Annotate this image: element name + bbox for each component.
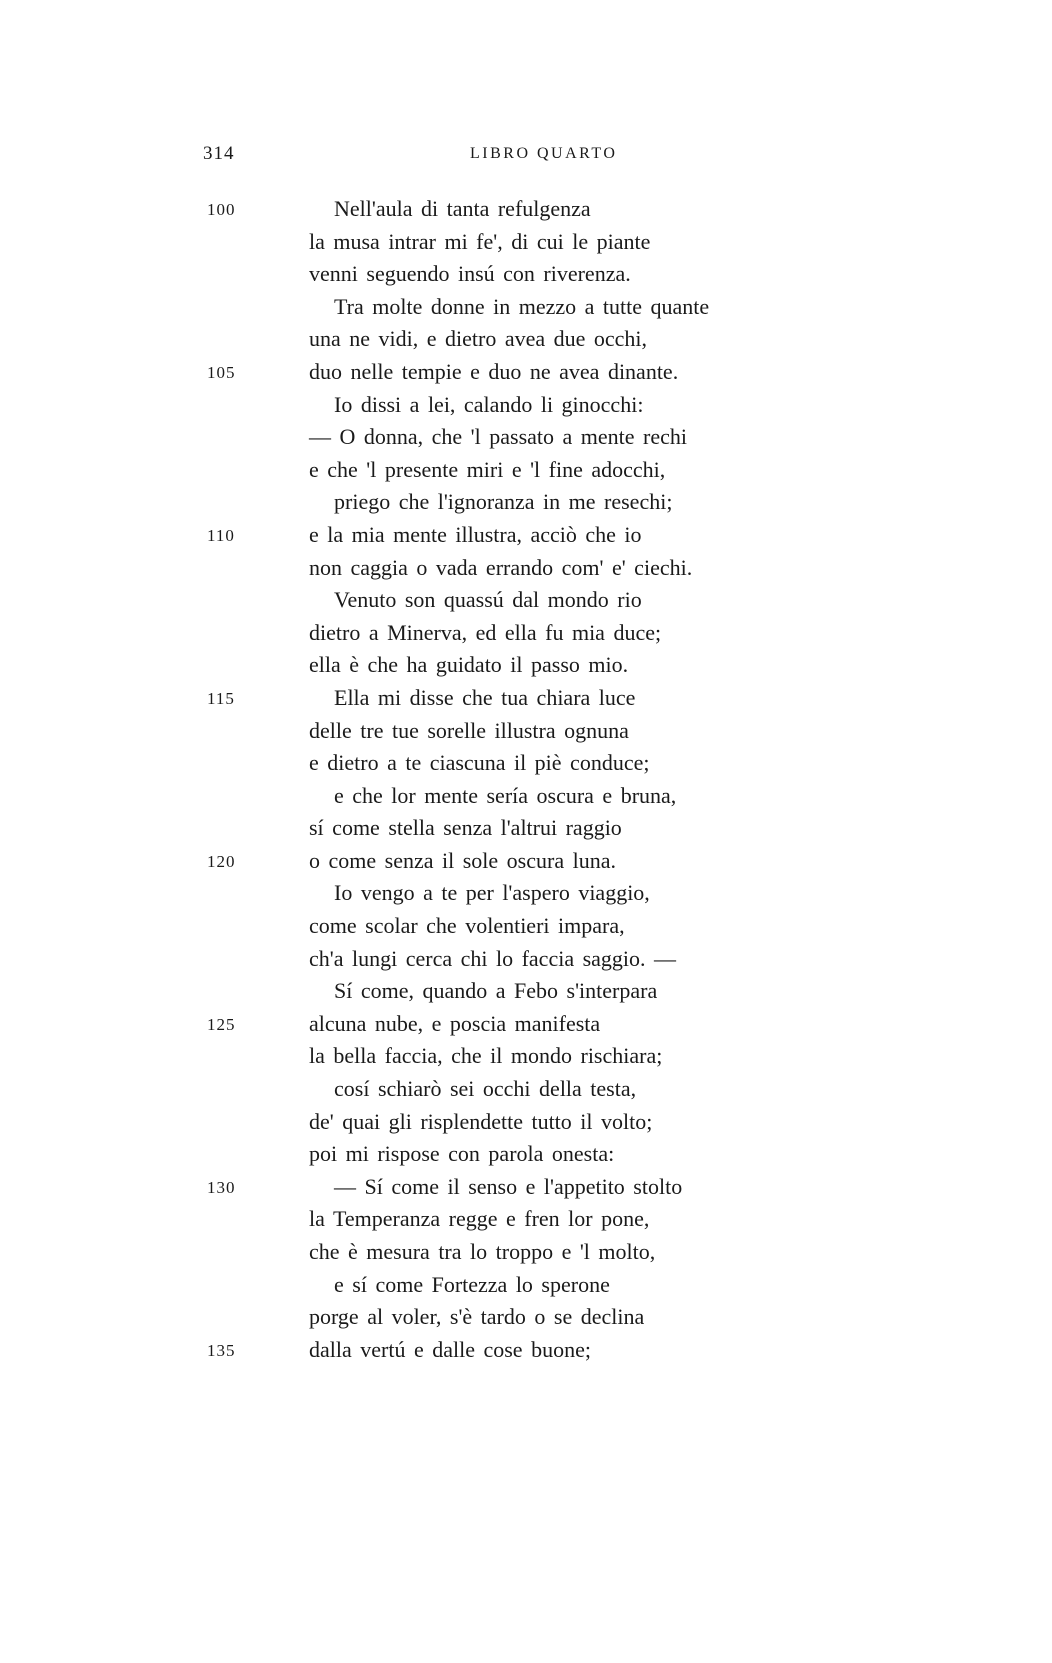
verse-line (0, 1171, 1052, 1204)
verse-text: e la mia mente illustra, acciò che io (309, 521, 642, 547)
verse-text: Tra molte donne in mezzo a tutte quante (334, 293, 710, 319)
verse-line (0, 193, 1052, 226)
verse-text: come scolar che volentieri impara, (309, 913, 625, 939)
verse-text: la Temperanza regge e fren lor pone, (309, 1206, 650, 1232)
line-number: 105 (207, 362, 236, 382)
verse-text: una ne vidi, e dietro avea due occhi, (309, 326, 648, 352)
verse-line (0, 1203, 1052, 1236)
line-number: 100 (207, 200, 236, 219)
verse-line (0, 552, 1052, 585)
verse-line (0, 454, 1052, 487)
verse-line (0, 1138, 1052, 1171)
verse-line (0, 747, 1052, 780)
verse-line (0, 910, 1052, 943)
verse-line (0, 715, 1052, 748)
verse-line (0, 291, 1052, 324)
verse-line (0, 1236, 1052, 1269)
line-number: 120 (207, 851, 236, 871)
verse-text: porge al voler, s'è tardo o se declina (309, 1304, 645, 1330)
verse-text: che è mesura tra lo troppo e 'l molto, (309, 1239, 656, 1264)
line-number: 130 (207, 1177, 236, 1197)
verse-text: la bella faccia, che il mondo rischiara; (309, 1043, 663, 1069)
verse-text: — O donna, che 'l passato a mente rechi (309, 424, 688, 450)
verse-line (0, 780, 1052, 813)
line-number: 115 (207, 688, 235, 708)
verse-text: delle tre tue sorelle illustra ognuna (309, 717, 629, 743)
verse-line (0, 877, 1052, 910)
verse-line (0, 389, 1052, 422)
verse-text: e sí come Fortezza lo sperone (334, 1271, 610, 1297)
line-number: 125 (207, 1014, 236, 1034)
verse-block (0, 193, 1052, 1366)
verse-text: e dietro a te ciascuna il piè conduce; (309, 750, 650, 776)
verse-line (0, 258, 1052, 291)
verse-line (0, 617, 1052, 650)
line-number: 135 (207, 1340, 236, 1360)
verse-line (0, 421, 1052, 454)
page-number: 314 (203, 143, 235, 164)
verse-text: dietro a Minerva, ed ella fu mia duce; (309, 619, 662, 645)
verse-text: e che 'l presente miri e 'l fine adocchi, (309, 456, 666, 482)
verse-line (0, 975, 1052, 1008)
verse-line (0, 682, 1052, 715)
verse-text: sí come stella senza l'altrui raggio (309, 815, 622, 841)
verse-text: dalla vertú e dalle cose buone; (309, 1336, 591, 1362)
verse-text: — Sí come il senso e l'appetito stolto (334, 1173, 683, 1199)
verse-line (0, 356, 1052, 389)
verse-text: duo nelle tempie e duo ne avea dinante. (309, 358, 679, 384)
verse-text: alcuna nube, e poscia manifesta (309, 1010, 601, 1036)
verse-text: la musa intrar mi fe', di cui le piante (309, 228, 651, 254)
verse-text: Sí come, quando a Febo s'interpara (334, 978, 658, 1004)
verse-line (0, 1269, 1052, 1302)
verse-text: Io vengo a te per l'aspero viaggio, (334, 880, 650, 906)
verse-text: Venuto son quassú dal mondo rio (334, 587, 642, 613)
verse-line (0, 486, 1052, 519)
verse-line (0, 943, 1052, 976)
verse-line (0, 812, 1052, 845)
verse-text: Ella mi disse che tua chiara luce (334, 684, 636, 710)
verse-text: Nell'aula di tanta refulgenza (334, 196, 591, 221)
verse-line (0, 1106, 1052, 1139)
verse-line (0, 323, 1052, 356)
verse-line (0, 226, 1052, 259)
line-number: 110 (207, 525, 235, 545)
verse-line (0, 584, 1052, 617)
verse-text: cosí schiarò sei occhi della testa, (334, 1076, 637, 1102)
verse-line (0, 1301, 1052, 1334)
running-title: LIBRO QUARTO (470, 145, 618, 162)
verse-text: e che lor mente sería oscura e bruna, (334, 782, 677, 808)
verse-text: de' quai gli risplendette tutto il volto; (309, 1108, 653, 1134)
verse-text: ella è che ha guidato il passo mio. (309, 652, 629, 678)
verse-text: ch'a lungi cerca chi lo faccia saggio. — (309, 945, 677, 971)
verse-text: Io dissi a lei, calando li ginocchi: (334, 391, 644, 417)
verse-text: priego che l'ignoranza in me resechi; (334, 489, 673, 515)
verse-text: o come senza il sole oscura luna. (309, 847, 616, 873)
verse-line (0, 1073, 1052, 1106)
verse-text: poi mi rispose con parola onesta: (309, 1141, 615, 1167)
verse-line (0, 1040, 1052, 1073)
verse-line (0, 845, 1052, 878)
verse-text: venni seguendo insú con riverenza. (309, 261, 631, 287)
verse-line (0, 1334, 1052, 1367)
verse-line (0, 519, 1052, 552)
verse-line (0, 649, 1052, 682)
verse-line (0, 1008, 1052, 1041)
verse-text: non caggia o vada errando com' e' ciechi. (309, 554, 693, 580)
